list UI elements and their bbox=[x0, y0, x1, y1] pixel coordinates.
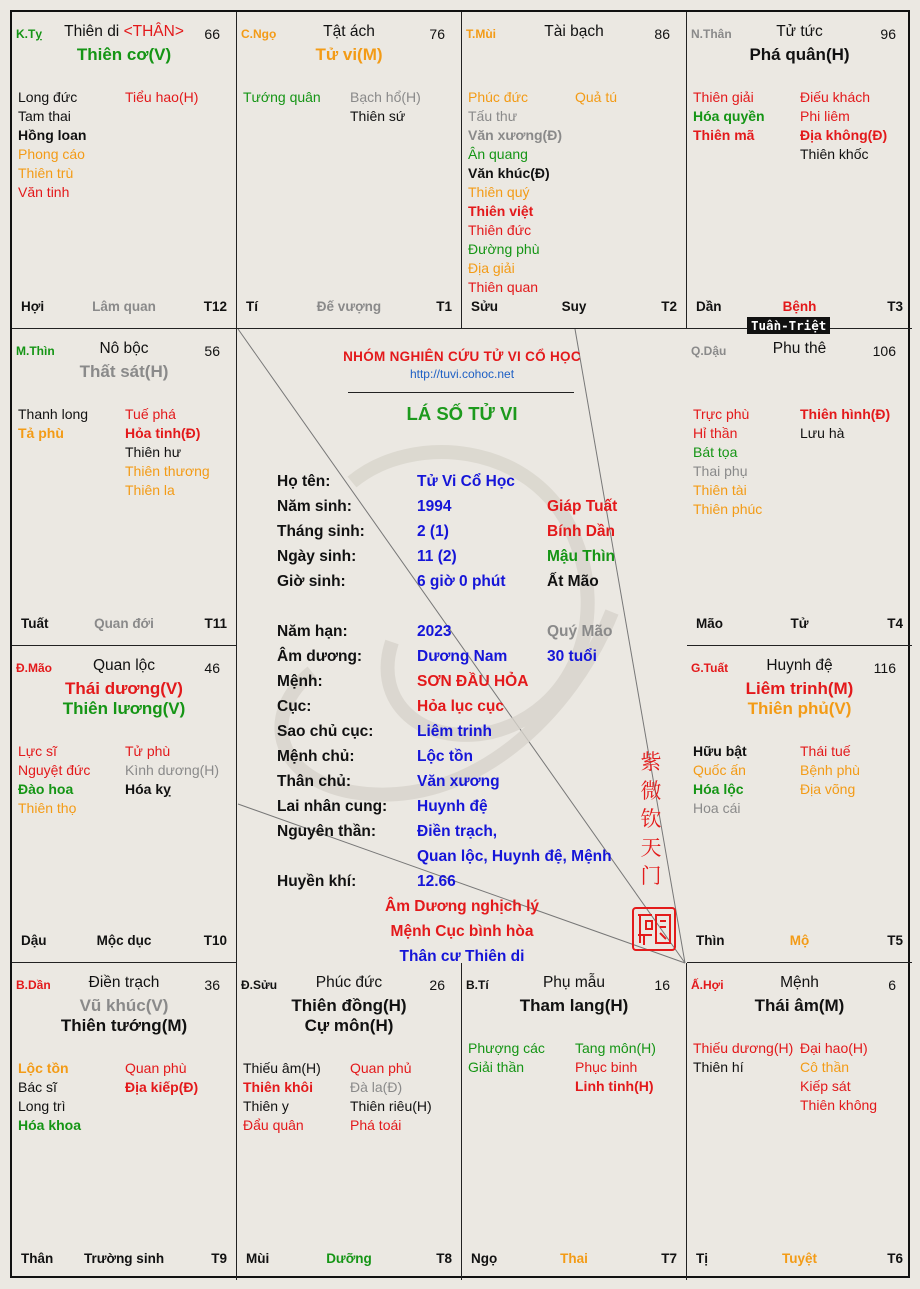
info-label: Mệnh chủ: bbox=[277, 748, 355, 765]
period-label: T11 bbox=[204, 616, 227, 631]
minor-star: Tam thai bbox=[18, 108, 71, 124]
info-value-2: Ất Mão bbox=[547, 573, 599, 590]
info-value: Quan lộc, Huynh đệ, Mệnh bbox=[417, 848, 612, 865]
minor-star: Văn tinh bbox=[18, 184, 70, 200]
info-value-2: 30 tuổi bbox=[547, 648, 597, 665]
palace-number: 76 bbox=[429, 26, 445, 42]
palace-code: K.Tỵ bbox=[16, 27, 43, 41]
palace-name bbox=[12, 340, 236, 358]
minor-star: Phá toái bbox=[350, 1117, 402, 1133]
branch-label: Sửu bbox=[471, 299, 499, 314]
palace-code: Q.Dậu bbox=[691, 344, 727, 358]
minor-star: Thanh long bbox=[18, 406, 89, 422]
minor-star: Thiên khôi bbox=[243, 1079, 313, 1095]
divider bbox=[348, 392, 574, 393]
palace-suu bbox=[237, 963, 462, 1280]
info-value-2: Giáp Tuất bbox=[547, 498, 618, 515]
minor-star: Thiên việt bbox=[468, 203, 534, 219]
minor-star: Thiên la bbox=[125, 482, 175, 498]
minor-star: Hỏa tinh(Đ) bbox=[125, 425, 201, 441]
palace-code: M.Thìn bbox=[16, 344, 55, 358]
minor-star: Bát tọa bbox=[693, 444, 738, 460]
org-name: NHÓM NGHIÊN CỨU TỬ VI CỔ HỌC bbox=[343, 349, 581, 364]
info-label: Nguyên thần: bbox=[277, 823, 377, 840]
minor-star: Thiên mã bbox=[693, 127, 755, 143]
minor-stars-right bbox=[125, 742, 219, 799]
info-label: Huyền khí: bbox=[277, 873, 357, 890]
palace-hoi bbox=[687, 963, 912, 1280]
minor-stars-right bbox=[125, 88, 198, 107]
minor-star: Tấu thư bbox=[468, 108, 518, 124]
minor-star: Phục binh bbox=[575, 1059, 638, 1075]
palace-code: B.Tí bbox=[466, 978, 489, 992]
minor-star: Bạch hổ(H) bbox=[350, 89, 421, 105]
minor-star: Địa kiếp(Đ) bbox=[125, 1079, 199, 1095]
minor-star: Thiên đức bbox=[468, 222, 532, 238]
period-label: T12 bbox=[203, 299, 227, 314]
palace-name-text: Phúc đức bbox=[315, 974, 383, 991]
info-value: 2023 bbox=[417, 623, 452, 640]
minor-star: Trực phù bbox=[693, 406, 750, 422]
period-label: T3 bbox=[887, 299, 903, 314]
minor-star: Hóa kỵ bbox=[125, 781, 171, 797]
chart-title: LÁ SỐ TỬ VI bbox=[406, 403, 518, 424]
minor-star: Thiên tài bbox=[693, 482, 747, 498]
minor-star: Điếu khách bbox=[800, 89, 871, 105]
minor-stars-left bbox=[18, 742, 90, 818]
minor-star: Bệnh phù bbox=[800, 762, 860, 778]
main-stars bbox=[12, 45, 236, 65]
palace-code: C.Ngọ bbox=[241, 27, 277, 41]
life-stage: Dưỡng bbox=[326, 1251, 372, 1266]
main-star: Thái âm(M) bbox=[754, 996, 845, 1015]
palace-ngo bbox=[237, 12, 462, 329]
palace-code: Ấ.Hợi bbox=[691, 978, 724, 992]
info-value: 6 giờ 0 phút bbox=[417, 573, 506, 590]
branch-label: Tuất bbox=[21, 616, 49, 631]
minor-star: Lộc tồn bbox=[18, 1060, 69, 1076]
palace-number: 106 bbox=[872, 343, 896, 359]
palace-tuat bbox=[687, 646, 912, 963]
period-label: T2 bbox=[661, 299, 677, 314]
minor-star: Thiên thọ bbox=[18, 800, 77, 816]
minor-star: Quả tú bbox=[575, 89, 618, 105]
minor-star: Thiên quý bbox=[468, 184, 530, 200]
minor-star: Quan phủ bbox=[350, 1060, 412, 1076]
minor-star: Đà la(Đ) bbox=[350, 1079, 403, 1095]
minor-star: Phúc đức bbox=[468, 89, 528, 105]
minor-star: Tử phù bbox=[125, 743, 171, 759]
life-stage: Quan đới bbox=[94, 616, 154, 631]
minor-star: Thiên hình(Đ) bbox=[800, 406, 891, 422]
main-stars bbox=[12, 996, 236, 1036]
minor-stars-left bbox=[468, 1039, 545, 1077]
minor-stars-right bbox=[125, 1059, 198, 1097]
palace-name-text: Điền trạch bbox=[88, 974, 160, 991]
chart-note: Thân cư Thiên di bbox=[399, 948, 525, 965]
minor-stars-left bbox=[468, 88, 562, 297]
minor-star: Phi liêm bbox=[800, 108, 850, 124]
palace-ti bbox=[462, 963, 687, 1280]
main-stars bbox=[12, 362, 236, 382]
minor-star: Giải thần bbox=[468, 1059, 525, 1075]
palace-number: 86 bbox=[654, 26, 670, 42]
minor-star: Bác sĩ bbox=[18, 1079, 57, 1095]
minor-star: Hóa lộc bbox=[693, 781, 744, 797]
minor-star: Thiếu âm(H) bbox=[243, 1060, 321, 1076]
body-marker: <THÂN> bbox=[123, 23, 184, 40]
palace-mui bbox=[462, 12, 687, 329]
palace-code: Đ.Sửu bbox=[241, 978, 278, 992]
horoscope-board bbox=[10, 10, 910, 1278]
minor-star: Kình dương(H) bbox=[125, 762, 220, 778]
minor-star: Thiếu dương(H) bbox=[693, 1040, 794, 1056]
palace-name-text: Thiên di bbox=[64, 23, 120, 40]
palace-code: G.Tuất bbox=[691, 661, 729, 675]
info-value: Tử Vi Cổ Học bbox=[417, 473, 515, 490]
minor-star: Thiên hư bbox=[125, 444, 182, 460]
minor-star: Địa không(Đ) bbox=[800, 127, 888, 143]
tuan-triet-badge: Tuần-Triệt bbox=[747, 317, 830, 334]
main-star: Thiên tướng(M) bbox=[60, 1016, 188, 1035]
minor-stars-left bbox=[243, 1059, 321, 1135]
minor-star: Thiên trù bbox=[18, 165, 74, 181]
minor-star: Phong cáo bbox=[18, 146, 85, 162]
palace-name bbox=[12, 23, 236, 41]
info-value: 2 (1) bbox=[417, 523, 449, 540]
period-label: T6 bbox=[887, 1251, 903, 1266]
minor-stars-right bbox=[800, 405, 890, 443]
branch-label: Ngọ bbox=[471, 1251, 498, 1266]
minor-star: Cô thần bbox=[800, 1059, 850, 1075]
life-stage: Suy bbox=[561, 299, 587, 314]
branch-label: Tị bbox=[696, 1251, 708, 1266]
info-label: Mệnh: bbox=[277, 673, 323, 690]
minor-star: Thiên không bbox=[800, 1097, 878, 1113]
minor-star: Long trì bbox=[18, 1098, 66, 1114]
main-stars bbox=[462, 996, 686, 1016]
minor-star: Tả phù bbox=[18, 425, 64, 441]
info-value: Liêm trinh bbox=[417, 723, 492, 740]
palace-mao bbox=[12, 646, 237, 963]
main-star: Liêm trinh(M) bbox=[745, 679, 854, 698]
main-stars bbox=[237, 45, 461, 65]
branch-label: Dậu bbox=[21, 933, 47, 948]
info-label: Âm dương: bbox=[277, 648, 363, 665]
period-label: T9 bbox=[211, 1251, 227, 1266]
minor-stars-right bbox=[125, 405, 210, 500]
minor-star: Kiếp sát bbox=[800, 1078, 851, 1094]
palace-name bbox=[237, 23, 461, 41]
info-value: SƠN ĐẦU HỎA bbox=[417, 673, 529, 690]
minor-star: Nguyệt đức bbox=[18, 762, 91, 778]
main-stars bbox=[237, 996, 461, 1036]
palace-name-text: Tài bạch bbox=[544, 23, 604, 40]
palace-number: 6 bbox=[888, 977, 896, 993]
palace-number: 26 bbox=[429, 977, 445, 993]
minor-stars-right bbox=[800, 1039, 877, 1115]
minor-star: Tuế phá bbox=[125, 406, 176, 422]
info-value: Dương Nam bbox=[417, 648, 508, 665]
palace-name-text: Tử tức bbox=[776, 23, 823, 40]
period-label: T8 bbox=[436, 1251, 452, 1266]
minor-star: Đường phù bbox=[468, 241, 540, 257]
minor-star: Lực sĩ bbox=[18, 743, 57, 759]
palace-thin bbox=[12, 329, 237, 646]
minor-star: Tiểu hao(H) bbox=[125, 89, 199, 105]
red-seal-stamp bbox=[632, 907, 676, 951]
branch-label: Thân bbox=[21, 1251, 54, 1266]
life-stage: Thai bbox=[560, 1251, 588, 1266]
life-stage: Tuyệt bbox=[781, 1251, 817, 1266]
minor-star: Thái tuế bbox=[800, 743, 851, 759]
minor-star: Đại hao(H) bbox=[800, 1040, 868, 1056]
palace-number: 36 bbox=[204, 977, 220, 993]
main-star: Phá quân(H) bbox=[749, 45, 850, 64]
info-label: Cục: bbox=[277, 698, 312, 715]
info-label: Lai nhân cung: bbox=[277, 798, 388, 815]
palace-code: Đ.Mão bbox=[16, 661, 52, 675]
main-star: Thiên phủ(V) bbox=[747, 699, 852, 718]
palace-name bbox=[462, 23, 686, 41]
minor-star: Đẩu quân bbox=[243, 1117, 304, 1133]
minor-stars-left bbox=[693, 1039, 793, 1077]
palace-name bbox=[687, 974, 912, 992]
info-value: Hỏa lục cục bbox=[417, 698, 504, 715]
life-stage: Tử bbox=[790, 616, 809, 631]
minor-star: Thiên thương bbox=[125, 463, 210, 479]
palace-code: B.Dần bbox=[16, 978, 51, 992]
seal-characters bbox=[638, 749, 664, 892]
main-star: Cự môn(H) bbox=[304, 1016, 394, 1035]
minor-star: Lưu hà bbox=[800, 425, 845, 441]
minor-star: Thiên sứ bbox=[350, 108, 406, 124]
minor-star: Thiên khốc bbox=[800, 146, 869, 162]
info-value: Lộc tồn bbox=[417, 748, 473, 765]
chart-note: Mệnh Cục bình hòa bbox=[390, 923, 534, 940]
minor-stars-left bbox=[693, 742, 747, 818]
center-info bbox=[238, 329, 686, 963]
palace-name bbox=[237, 974, 461, 992]
minor-stars-right bbox=[800, 88, 887, 164]
minor-star: Thiên phúc bbox=[693, 501, 763, 517]
minor-star: Văn khúc(Đ) bbox=[468, 165, 550, 181]
life-stage: Mộc dục bbox=[96, 933, 152, 948]
main-star: Thái dương(V) bbox=[65, 679, 183, 698]
info-value-2: Mậu Thìn bbox=[547, 548, 616, 565]
palace-name-text: Phụ mẫu bbox=[542, 974, 606, 991]
seal-char: 天 bbox=[640, 836, 662, 860]
life-stage: Lâm quan bbox=[92, 299, 156, 314]
minor-star: Hữu bật bbox=[693, 743, 747, 759]
minor-stars-right bbox=[575, 88, 617, 107]
branch-label: Hợi bbox=[21, 299, 45, 314]
main-star: Thất sát(H) bbox=[79, 362, 169, 381]
info-label: Sao chủ cục: bbox=[277, 723, 374, 740]
palace-number: 116 bbox=[873, 660, 896, 676]
main-star: Vũ khúc(V) bbox=[79, 996, 169, 1015]
palace-code: N.Thân bbox=[691, 27, 732, 41]
minor-star: Thiên giải bbox=[693, 89, 754, 105]
minor-star: Thai phụ bbox=[693, 463, 748, 479]
minor-star: Đào hoa bbox=[18, 781, 74, 797]
palace-number: 46 bbox=[204, 660, 220, 676]
info-label: Năm hạn: bbox=[277, 623, 348, 640]
minor-star: Ân quang bbox=[468, 146, 528, 162]
info-value-2: Bính Dần bbox=[547, 523, 616, 540]
minor-stars-right bbox=[575, 1039, 656, 1096]
info-label: Năm sinh: bbox=[277, 498, 352, 515]
minor-stars-left bbox=[243, 88, 321, 107]
life-stage: Trường sinh bbox=[83, 1251, 165, 1266]
minor-star: Hoa cái bbox=[693, 800, 741, 816]
period-label: T5 bbox=[887, 933, 903, 948]
info-value: 12.66 bbox=[417, 873, 456, 890]
palace-than bbox=[687, 12, 912, 329]
info-value: Văn xương bbox=[417, 773, 500, 790]
minor-star: Thiên quan bbox=[468, 279, 539, 295]
minor-star: Quan phù bbox=[125, 1060, 187, 1076]
palace-number: 96 bbox=[880, 26, 896, 42]
info-value: Huynh đệ bbox=[417, 798, 488, 815]
site-link[interactable]: http://tuvi.cohoc.net bbox=[409, 367, 515, 381]
minor-star: Địa võng bbox=[800, 781, 856, 797]
info-label: Họ tên: bbox=[277, 473, 331, 490]
minor-star: Tướng quân bbox=[243, 89, 321, 105]
palace-ty bbox=[12, 12, 237, 329]
palace-code: T.Mùi bbox=[466, 27, 496, 41]
chart-note: Âm Dương nghịch lý bbox=[385, 898, 539, 915]
palace-dan bbox=[12, 963, 237, 1280]
minor-stars-left bbox=[18, 88, 86, 202]
palace-number: 16 bbox=[654, 977, 670, 993]
info-label: Tháng sinh: bbox=[277, 523, 365, 540]
seal-char: 钦 bbox=[640, 808, 662, 831]
minor-stars-right bbox=[800, 742, 860, 799]
minor-star: Quốc ấn bbox=[693, 762, 746, 778]
palace-name bbox=[462, 974, 686, 992]
period-label: T7 bbox=[661, 1251, 677, 1266]
minor-stars-left bbox=[18, 405, 88, 443]
life-stage: Đế vượng bbox=[316, 299, 382, 314]
minor-star: Linh tinh(H) bbox=[575, 1078, 654, 1094]
main-stars bbox=[12, 679, 236, 719]
palace-number: 66 bbox=[204, 26, 220, 42]
palace-name-text: Phu thê bbox=[772, 340, 827, 357]
info-value: Điền trạch, bbox=[417, 823, 498, 840]
main-star: Tham lang(H) bbox=[519, 996, 629, 1015]
minor-star: Hóa khoa bbox=[18, 1117, 82, 1133]
life-stage: Mộ bbox=[789, 933, 810, 948]
minor-star: Long đức bbox=[18, 89, 78, 105]
palace-name-text: Huynh đệ bbox=[766, 657, 833, 674]
palace-name-text: Mệnh bbox=[780, 974, 819, 991]
main-stars bbox=[687, 45, 912, 65]
info-label: Giờ sinh: bbox=[277, 573, 346, 590]
main-star: Tử vi(M) bbox=[315, 45, 383, 64]
palace-name bbox=[687, 23, 912, 41]
minor-star: Phượng các bbox=[468, 1040, 545, 1056]
palace-name-text: Quan lộc bbox=[92, 657, 156, 674]
minor-star: Hồng loan bbox=[18, 127, 87, 143]
minor-star: Tang môn(H) bbox=[575, 1040, 656, 1056]
minor-star: Văn xương(Đ) bbox=[468, 127, 562, 143]
info-value-2: Quý Mão bbox=[547, 623, 613, 640]
period-label: T10 bbox=[203, 933, 227, 948]
branch-label: Mùi bbox=[246, 1251, 270, 1266]
minor-stars-right bbox=[350, 1059, 432, 1135]
main-stars bbox=[687, 679, 912, 719]
branch-label: Thìn bbox=[696, 933, 725, 948]
minor-star: Thiên riêu(H) bbox=[350, 1098, 432, 1114]
main-star: Thiên cơ(V) bbox=[76, 45, 172, 64]
minor-star: Hỉ thần bbox=[693, 425, 738, 441]
info-value: 1994 bbox=[417, 498, 452, 515]
branch-label: Tí bbox=[246, 299, 258, 314]
minor-star: Thiên hí bbox=[693, 1059, 744, 1075]
palace-dau bbox=[687, 329, 912, 646]
info-label: Thân chủ: bbox=[277, 773, 352, 790]
minor-star: Thiên y bbox=[243, 1098, 289, 1114]
info-label: Ngày sinh: bbox=[277, 548, 357, 565]
palace-name bbox=[12, 657, 236, 675]
life-stage: Bệnh bbox=[782, 299, 817, 314]
palace-name-text: Tật ách bbox=[323, 23, 375, 40]
seal-char: 门 bbox=[640, 865, 662, 888]
minor-stars-right bbox=[350, 88, 421, 126]
period-label: T1 bbox=[436, 299, 452, 314]
seal-char: 紫 bbox=[640, 751, 662, 774]
palace-number: 56 bbox=[204, 343, 220, 359]
minor-star: Địa giải bbox=[468, 260, 515, 276]
palace-name bbox=[12, 974, 236, 992]
main-stars bbox=[687, 996, 912, 1016]
period-label: T4 bbox=[887, 616, 903, 631]
seal-char: 微 bbox=[640, 779, 662, 803]
branch-label: Mão bbox=[696, 616, 723, 631]
minor-stars-left bbox=[693, 88, 765, 145]
minor-stars-left bbox=[18, 1059, 81, 1135]
minor-stars-left bbox=[693, 405, 762, 519]
branch-label: Dần bbox=[696, 299, 722, 314]
main-star: Thiên đồng(H) bbox=[291, 996, 407, 1015]
main-star: Thiên lương(V) bbox=[62, 699, 186, 718]
minor-star: Hóa quyền bbox=[693, 108, 765, 124]
info-value: 11 (2) bbox=[417, 548, 457, 565]
palace-name-text: Nô bộc bbox=[99, 340, 149, 357]
